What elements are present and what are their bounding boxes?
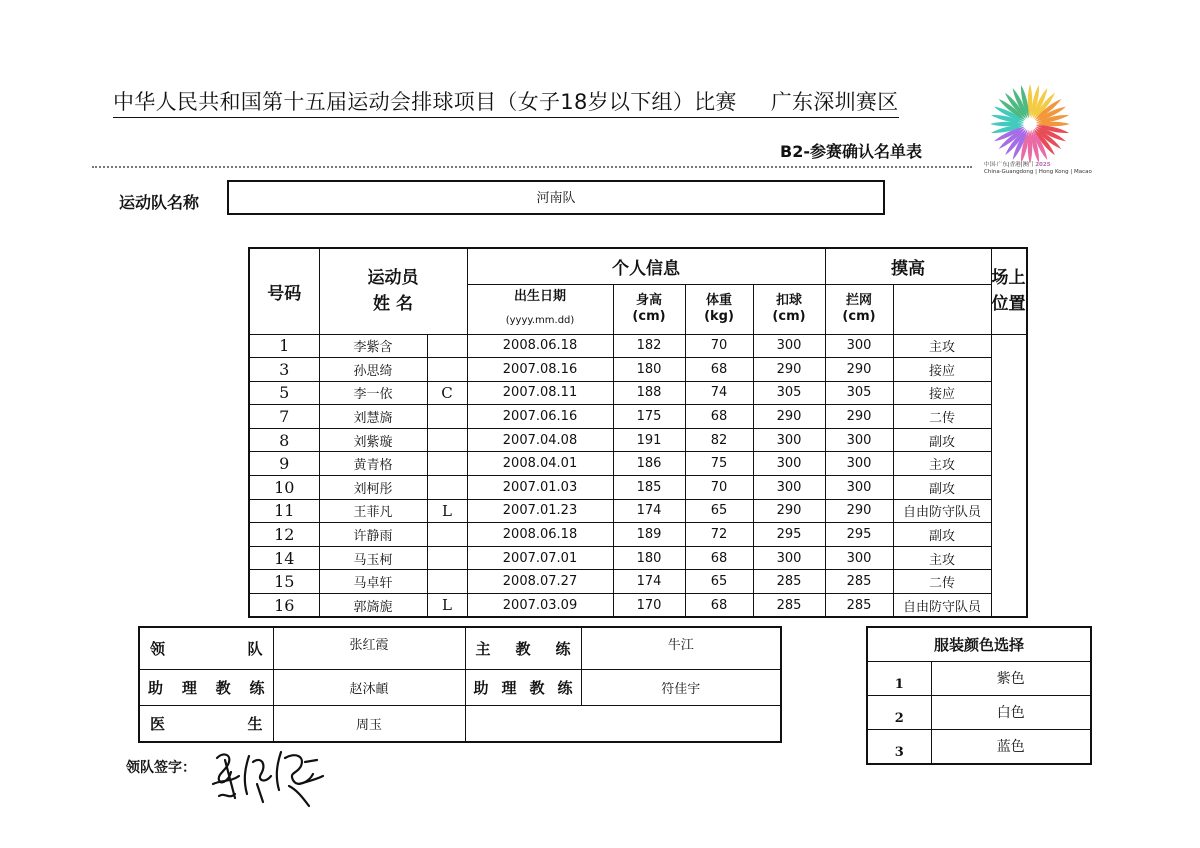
staff-table <box>138 626 782 743</box>
player-spike-reach: 300 <box>753 476 825 500</box>
assistant-coach-2-name: 符佳宇 <box>581 670 781 706</box>
player-spike-reach: 290 <box>753 405 825 429</box>
logo-caption <box>984 162 1092 176</box>
player-number: 11 <box>249 499 319 523</box>
spike-header-label: 扣球 <box>775 293 802 308</box>
player-number: 1 <box>249 334 319 358</box>
player-weight: 68 <box>685 358 753 382</box>
roster-row <box>249 452 1027 476</box>
player-role-mark <box>427 358 467 382</box>
player-position: 副攻 <box>893 523 991 547</box>
role-char: 练 <box>249 679 265 697</box>
player-position: 接应 <box>893 358 991 382</box>
player-birth-date: 2007.03.09 <box>467 594 613 618</box>
logo-caption-en: China·Guangdong | Hong Kong | Macao <box>984 169 1092 175</box>
player-number: 9 <box>249 452 319 476</box>
player-height: 191 <box>613 428 685 452</box>
col-block-header <box>825 284 893 334</box>
role-assistant-coach <box>139 670 273 706</box>
player-position: 主攻 <box>893 334 991 358</box>
role-char: 助 <box>148 679 164 697</box>
logo-year: 2025 <box>1035 162 1051 168</box>
role-char: 练 <box>557 679 573 697</box>
player-weight: 65 <box>685 499 753 523</box>
weight-header-label: 体重 <box>705 293 732 308</box>
player-number: 7 <box>249 405 319 429</box>
player-birth-date: 2008.07.27 <box>467 570 613 594</box>
uniform-option-number: 2 <box>867 696 931 730</box>
col-weight-header <box>685 284 753 334</box>
team-name-field: 河南队 <box>227 180 885 215</box>
player-role-mark: L <box>427 499 467 523</box>
role-char: 领 <box>150 640 166 658</box>
page-title <box>113 86 899 118</box>
player-block-reach: 290 <box>825 358 893 382</box>
player-weight: 68 <box>685 546 753 570</box>
player-name: 马卓轩 <box>319 570 427 594</box>
player-height: 185 <box>613 476 685 500</box>
player-spike-reach: 290 <box>753 499 825 523</box>
roster-row <box>249 523 1027 547</box>
player-weight: 74 <box>685 381 753 405</box>
col-spike-header <box>753 284 825 334</box>
player-role-mark: C <box>427 381 467 405</box>
player-role-mark <box>427 452 467 476</box>
roster-row <box>249 381 1027 405</box>
player-birth-date: 2007.01.03 <box>467 476 613 500</box>
athlete-header-line1: 运动员 <box>367 268 419 289</box>
player-height: 170 <box>613 594 685 618</box>
player-block-reach: 300 <box>825 546 893 570</box>
role-assistant-coach-2 <box>465 670 581 706</box>
player-number: 14 <box>249 546 319 570</box>
roster-row <box>249 358 1027 382</box>
role-char: 练 <box>555 640 571 658</box>
col-position-header <box>991 248 1027 334</box>
player-height: 182 <box>613 334 685 358</box>
height-header-unit: (cm) <box>632 309 666 324</box>
roster-row <box>249 499 1027 523</box>
team-leader-name: 张红霞 <box>273 627 465 670</box>
player-block-reach: 295 <box>825 523 893 547</box>
player-height: 186 <box>613 452 685 476</box>
player-height: 180 <box>613 358 685 382</box>
weight-header-unit: (kg) <box>704 309 734 324</box>
player-height: 174 <box>613 570 685 594</box>
player-spike-reach: 295 <box>753 523 825 547</box>
player-birth-date: 2008.04.01 <box>467 452 613 476</box>
player-birth-date: 2007.08.16 <box>467 358 613 382</box>
form-code: B2-参赛确认名单表 <box>780 142 922 161</box>
player-birth-date: 2007.01.23 <box>467 499 613 523</box>
col-number-header: 号码 <box>249 248 319 334</box>
roster-row <box>249 476 1027 500</box>
player-weight: 70 <box>685 334 753 358</box>
player-number: 8 <box>249 428 319 452</box>
position-header-line2: 位置 <box>991 294 1026 315</box>
roster-row <box>249 546 1027 570</box>
player-name: 郭旖旎 <box>319 594 427 618</box>
assistant-coach-name: 赵沐頔 <box>273 670 465 706</box>
player-spike-reach: 300 <box>753 428 825 452</box>
player-spike-reach: 305 <box>753 381 825 405</box>
uniform-option-color: 白色 <box>931 696 1091 730</box>
role-char: 主 <box>475 640 491 658</box>
role-char: 理 <box>181 679 197 697</box>
player-name: 马玉柯 <box>319 546 427 570</box>
player-position: 自由防守队员 <box>893 594 991 618</box>
uniform-color-title: 服装颜色选择 <box>867 627 1091 662</box>
player-number: 15 <box>249 570 319 594</box>
player-birth-date: 2007.08.11 <box>467 381 613 405</box>
player-name: 李紫含 <box>319 334 427 358</box>
player-spike-reach: 285 <box>753 570 825 594</box>
player-number: 5 <box>249 381 319 405</box>
player-role-mark <box>427 570 467 594</box>
player-role-mark <box>427 476 467 500</box>
player-weight: 68 <box>685 405 753 429</box>
block-header-unit: (cm) <box>842 309 876 324</box>
uniform-option-number: 3 <box>867 730 931 765</box>
roster-row <box>249 594 1027 618</box>
player-position: 接应 <box>893 381 991 405</box>
player-position: 主攻 <box>893 452 991 476</box>
role-char: 教 <box>529 679 545 697</box>
player-height: 180 <box>613 546 685 570</box>
player-weight: 65 <box>685 570 753 594</box>
roster-table <box>248 247 1028 618</box>
height-header-label: 身高 <box>635 293 662 308</box>
doctor-name: 周玉 <box>273 706 465 743</box>
handwritten-signature <box>205 740 335 810</box>
player-block-reach: 285 <box>825 594 893 618</box>
role-char: 队 <box>247 640 263 658</box>
player-height: 175 <box>613 405 685 429</box>
birth-header-format: (yyyy.mm.dd) <box>505 315 575 326</box>
player-name: 许静雨 <box>319 523 427 547</box>
position-header-line1: 场上 <box>991 268 1026 289</box>
leader-signature-label: 领队签字： <box>126 760 196 776</box>
player-block-reach: 290 <box>825 405 893 429</box>
uniform-color-row <box>867 730 1091 765</box>
player-role-mark <box>427 523 467 547</box>
player-height: 174 <box>613 499 685 523</box>
player-number: 3 <box>249 358 319 382</box>
role-char: 教 <box>515 640 531 658</box>
player-block-reach: 305 <box>825 381 893 405</box>
role-char: 生 <box>247 715 263 733</box>
role-char: 理 <box>501 679 517 697</box>
spike-header-unit: (cm) <box>772 309 806 324</box>
birth-header-label: 出生日期 <box>513 289 566 304</box>
roster-row <box>249 428 1027 452</box>
role-head-coach <box>465 627 581 670</box>
uniform-color-row <box>867 662 1091 696</box>
col-personal-info-header: 个人信息 <box>467 248 825 284</box>
player-birth-date: 2008.06.18 <box>467 334 613 358</box>
head-coach-name: 牛江 <box>581 627 781 670</box>
player-role-mark: L <box>427 594 467 618</box>
player-block-reach: 300 <box>825 428 893 452</box>
role-char: 助 <box>473 679 489 697</box>
player-name: 刘紫璇 <box>319 428 427 452</box>
player-role-mark <box>427 334 467 358</box>
block-header-label: 拦网 <box>845 293 872 308</box>
player-position: 主攻 <box>893 546 991 570</box>
player-role-mark <box>427 546 467 570</box>
player-position: 二传 <box>893 570 991 594</box>
player-block-reach: 300 <box>825 334 893 358</box>
logo-caption-cn: 中国·广东|香港|澳门 <box>984 162 1034 168</box>
player-spike-reach: 300 <box>753 546 825 570</box>
roster-row <box>249 334 1027 358</box>
uniform-option-color: 蓝色 <box>931 730 1091 765</box>
player-position: 副攻 <box>893 428 991 452</box>
player-number: 16 <box>249 594 319 618</box>
player-weight: 68 <box>685 594 753 618</box>
roster-row <box>249 570 1027 594</box>
uniform-option-color: 紫色 <box>931 662 1091 696</box>
col-birth-header <box>467 284 613 334</box>
team-name-label: 运动队名称 <box>119 193 200 212</box>
player-role-mark <box>427 428 467 452</box>
role-team-leader <box>139 627 273 670</box>
player-name: 刘柯彤 <box>319 476 427 500</box>
player-height: 189 <box>613 523 685 547</box>
player-spike-reach: 290 <box>753 358 825 382</box>
uniform-option-number: 1 <box>867 662 931 696</box>
player-spike-reach: 285 <box>753 594 825 618</box>
player-weight: 70 <box>685 476 753 500</box>
player-block-reach: 285 <box>825 570 893 594</box>
col-athlete-header <box>319 248 467 334</box>
player-number: 10 <box>249 476 319 500</box>
player-name: 孙思绮 <box>319 358 427 382</box>
player-position: 副攻 <box>893 476 991 500</box>
player-name: 刘慧旖 <box>319 405 427 429</box>
uniform-color-row <box>867 696 1091 730</box>
roster-row <box>249 405 1027 429</box>
player-weight: 75 <box>685 452 753 476</box>
player-height: 188 <box>613 381 685 405</box>
col-reach-header: 摸高 <box>825 248 991 284</box>
athlete-header-line2: 姓 名 <box>373 294 413 315</box>
col-height-header <box>613 284 685 334</box>
staff-empty-cell <box>465 706 781 743</box>
role-doctor <box>139 706 273 743</box>
player-weight: 72 <box>685 523 753 547</box>
player-weight: 82 <box>685 428 753 452</box>
player-block-reach: 290 <box>825 499 893 523</box>
player-block-reach: 300 <box>825 476 893 500</box>
player-position: 二传 <box>893 405 991 429</box>
player-role-mark <box>427 405 467 429</box>
player-spike-reach: 300 <box>753 334 825 358</box>
player-name: 王菲凡 <box>319 499 427 523</box>
player-birth-date: 2007.04.08 <box>467 428 613 452</box>
player-birth-date: 2007.07.01 <box>467 546 613 570</box>
title-competition: 中华人民共和国第十五届运动会排球项目（女子18岁以下组）比赛 <box>113 90 737 114</box>
player-name: 黄青格 <box>319 452 427 476</box>
dotted-divider <box>92 166 972 168</box>
player-name: 李一依 <box>319 381 427 405</box>
player-position: 自由防守队员 <box>893 499 991 523</box>
title-region: 广东深圳赛区 <box>770 90 899 114</box>
player-block-reach: 300 <box>825 452 893 476</box>
role-char: 医 <box>150 715 166 733</box>
player-birth-date: 2007.06.16 <box>467 405 613 429</box>
player-spike-reach: 300 <box>753 452 825 476</box>
uniform-color-table <box>866 626 1092 765</box>
player-birth-date: 2008.06.18 <box>467 523 613 547</box>
player-number: 12 <box>249 523 319 547</box>
role-char: 教 <box>215 679 231 697</box>
